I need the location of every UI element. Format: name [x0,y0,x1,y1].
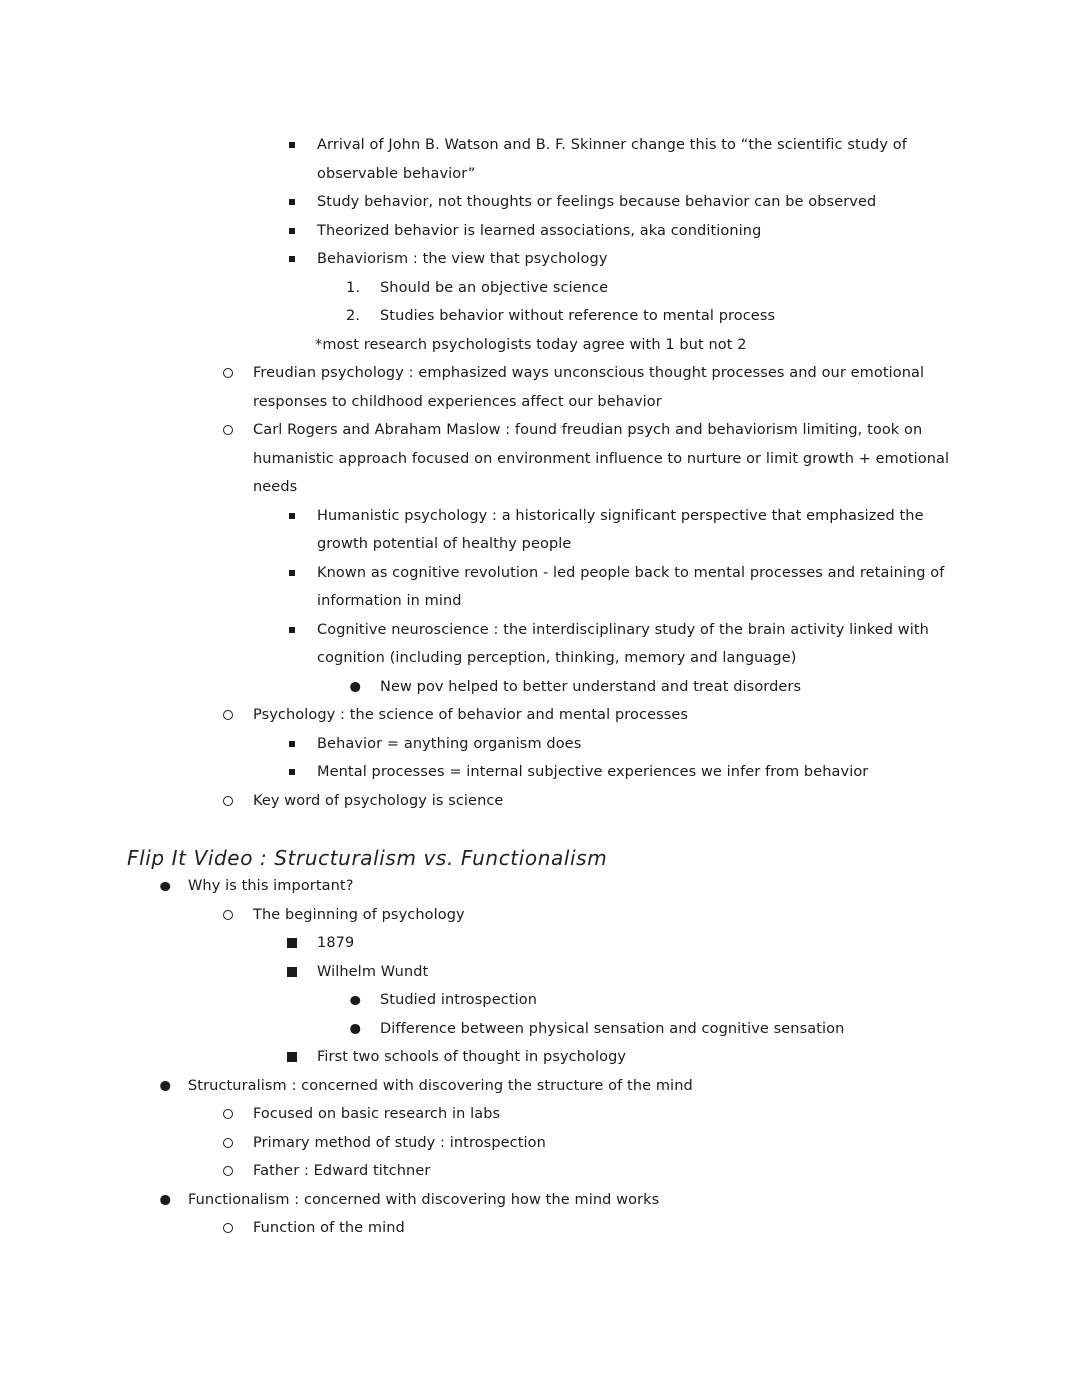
bullet-text: Behavior = anything organism does [317,735,582,752]
bullet-text: *most research psychologists today agree with 1 but not 2 [315,336,747,353]
bullet-text: New pov helped to better understand and treat disorders [380,678,802,695]
bullet-text: Primary method of study : introspection [253,1134,546,1151]
bullet-item [127,245,963,274]
bullet-text: Structuralism : concerned with discovering the structure of the mind [188,1077,693,1094]
bullet-text: Humanistic psychology : a historically significant perspective that emphasized the growth potential of healthy people [317,507,924,552]
bullet-item [127,1186,963,1215]
bullet-text: Mental processes = internal subjective experiences we infer from behavior [317,764,869,780]
bullet-marker-square-small-icon [289,199,295,205]
bullet-item [127,1015,963,1044]
bullet-text: Cognitive neuroscience : the interdisciplinary study of the brain activity linked with cognition (including perception, thinking, memory and language) [317,621,929,666]
bullet-item [127,701,963,730]
bullet-text: Behaviorism : the view that psychology [317,251,608,267]
bullet-item [127,1214,963,1243]
bullet-marker-disc-icon [350,1024,360,1034]
bullet-text: Focused on basic research in labs [253,1106,501,1122]
bullet-marker-circle-icon [223,910,233,920]
bullet-item [127,217,963,246]
bullet-text: Function of the mind [253,1220,405,1236]
section-heading: Flip It Video : Structuralism vs. Functionalism [127,845,608,870]
bullet-item [127,616,963,673]
bullet-text: Carl Rogers and Abraham Maslow : found freudian psych and behaviorism limiting, took on humanistic approach focused on environment influence to nurture or limit growth + emotional needs [253,422,950,495]
bullet-item [127,274,963,303]
bullet-text: Studied introspection [380,992,537,1008]
bullet-marker-circle-icon [223,1138,233,1148]
bullet-marker-square-small-icon [289,570,295,576]
list-number: 2. [346,308,361,324]
bullet-item [127,359,963,416]
bullet-item [127,502,963,559]
bullet-text: Freudian psychology : emphasized ways unconscious thought processes and our emotional responses to childhood experiences affect our behavior [253,365,925,410]
bullet-item [127,901,963,930]
bullet-item [127,1100,963,1129]
bullet-marker-disc-icon [160,1195,170,1205]
bullet-marker-square-small-icon [289,741,295,747]
bullet-text: Functionalism : concerned with discovering how the mind works [188,1191,660,1208]
notes-content [127,131,963,1243]
bullet-text: Psychology : the science of behavior and mental processes [253,707,689,723]
bullet-item [127,131,963,188]
bullet-text: Known as cognitive revolution - led people back to mental processes and retaining of information in mind [317,564,945,609]
bullet-marker-circle-icon [223,1109,233,1119]
bullet-text: Studies behavior without reference to mental process [380,308,776,324]
bullet-item [127,758,963,787]
bullet-text: Father : Edward titchner [253,1163,431,1179]
bullet-marker-square-large-icon [287,967,297,977]
bullet-marker-square-small-icon [289,256,295,262]
bullet-marker-square-small-icon [289,513,295,519]
bullet-item [127,1157,963,1186]
bullet-marker-circle-icon [223,368,233,378]
bullet-marker-circle-icon [223,1166,233,1176]
bullet-text: 1879 [317,935,355,951]
bullet-marker-square-small-icon [289,627,295,633]
bullet-text: Why is this important? [188,878,354,894]
bullet-item [127,673,963,702]
bullet-text: Difference between physical sensation and cognitive sensation [380,1020,845,1037]
bullet-marker-circle-icon [223,425,233,435]
bullet-text: Key word of psychology is science [253,792,504,809]
list-number: 1. [346,279,361,296]
bullet-marker-square-small-icon [289,228,295,234]
bullet-text: The beginning of psychology [253,906,465,923]
bullet-text: First two schools of thought in psychology [317,1049,627,1065]
bullet-text: Study behavior, not thoughts or feelings because behavior can be observed [317,194,877,210]
bullet-item [127,929,963,958]
note-line [127,331,963,360]
bullet-item [127,872,963,901]
bullet-marker-circle-icon [223,710,233,720]
bullet-item [127,787,963,816]
bullet-text: Arrival of John B. Watson and B. F. Skinner change this to “the scientific study of observable behavior” [317,137,907,182]
bullet-item [127,416,963,502]
bullet-marker-square-large-icon [287,938,297,948]
bullet-item [127,188,963,217]
bullet-item [127,730,963,759]
bullet-item [127,559,963,616]
bullet-text: Wilhelm Wundt [317,963,429,980]
bullet-marker-circle-icon [223,1223,233,1233]
bullet-item [127,1072,963,1101]
bullet-marker-disc-icon [160,882,170,892]
bullet-marker-disc-icon [350,996,360,1006]
bullet-marker-circle-icon [223,796,233,806]
bullet-item [127,302,963,331]
bullet-item [127,1129,963,1158]
bullet-item [127,958,963,987]
bullet-marker-square-small-icon [289,769,295,775]
bullet-marker-disc-icon [350,682,360,692]
bullet-text: Theorized behavior is learned associations, aka conditioning [317,222,762,239]
bullet-item [127,986,963,1015]
bullet-marker-square-large-icon [287,1052,297,1062]
bullet-marker-disc-icon [160,1081,170,1091]
bullet-marker-square-small-icon [289,142,295,148]
bullet-text: Should be an objective science [380,279,609,296]
bullet-item [127,1043,963,1072]
